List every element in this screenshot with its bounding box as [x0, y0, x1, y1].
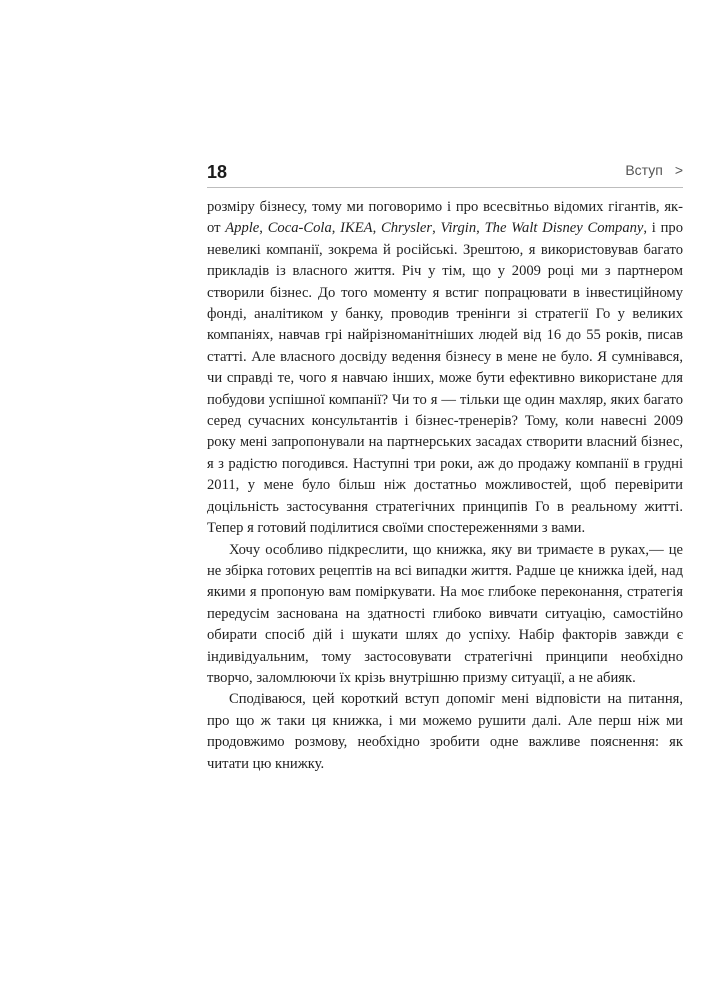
page-header [207, 158, 683, 188]
text-span: Хочу особливо підкреслити, що книжка, яку ви тримаєте в руках,— це не збірка готових рецептів на всі випадки життя. Радше це книжка ідей, над якими я пропоную вам поміркувати. На моє глибоке переконання, стратегія передусім заснована на здатності глибоко вивчати ситуацію, самостійно обирати спосіб дій і шукати шлях до успіху. Набір факторів завжди є індивідуальним, тому застосовувати стратегічні принципи необхідно творчо, заломлюючи їх крізь внутрішню призму ситуації, а не абияк. [207, 541, 683, 686]
paragraph-1 [207, 197, 683, 540]
running-head [625, 162, 683, 178]
text-span: , [372, 220, 381, 237]
company-name: Apple [225, 220, 260, 237]
text-span: Сподіваюся, цей короткий вступ допоміг мені відповісти на питання, про що ж таки ця книжка, і ми можемо рушити далі. Але перш ніж ми продовжимо розмову, необхідно зробити одне важливе пояснення: як читати цю книжку. [207, 691, 683, 772]
text-span: , [432, 220, 441, 237]
header-rule [207, 187, 683, 188]
company-name: Virgin [440, 220, 477, 237]
company-name: The Walt Disney Company [484, 220, 644, 237]
running-head-title: Вступ [625, 162, 663, 178]
paragraph-2 [207, 540, 683, 690]
text-span: , і про невеликі компанії, зокрема й російські. Зрештою, я використовував багато прикладів із власного життя. Річ у тім, що у 2009 році ми з партнером створили бізнес. До того моменту я встиг попрацювати в інвестиційному фонді, аналітиком у банку, проводив тренінги зі стратегії Го у великих компаніях, навчав грі найрізноманітніших людей від 16 до 55 років, писав статті. Але власного досвіду ведення бізнесу в мене не було. Я сумнівався, чи справді те, чого я навчаю інших, може бути ефективно використане для побудови успішної компанії? Чи то я — тільки ще один махляр, яких багато серед сучасних консультантів і бізнес-тренерів? Тому, коли навесні 2009 року мені запропонували на партнерських засадах створити власний бізнес, я з радістю погодився. Наступні три роки, аж до продажу компанії в грудні 2011, у мене було більш ніж достатньо можливостей, щоб перевірити доцільність застосування стратегічних принципів Го в реальному житті. Тепер я готовий поділитися своїми спостереженнями з вами. [207, 220, 684, 537]
body-text [207, 197, 683, 775]
text-span: розміру бізнесу, тому ми поговоримо і про всесвітньо відомих гігантів, як-от [207, 199, 683, 237]
company-name: Coca-Cola [267, 220, 332, 237]
page-number: 18 [207, 162, 228, 182]
chevron-right-icon: > [674, 162, 683, 178]
text-span: , [476, 220, 485, 237]
company-name: Chrysler [381, 220, 433, 237]
text-span: , [331, 220, 341, 237]
paragraph-3 [207, 689, 683, 775]
text-span: , [259, 220, 268, 237]
company-name: IKEA [340, 220, 373, 237]
